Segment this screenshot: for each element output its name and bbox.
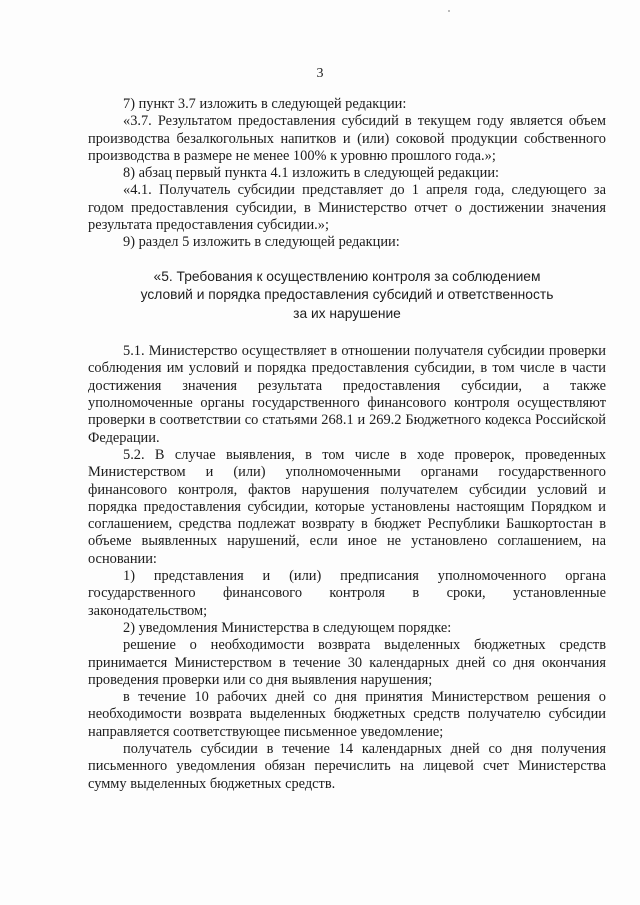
paragraph-clause-4-1: «4.1. Получатель субсидии представляет до 1 апреля года, следующего за годом предоставления субсидии, в Министерство отчет о достижении значения результата предоставления субсидии.»; bbox=[88, 182, 606, 234]
scan-speck bbox=[448, 10, 450, 12]
paragraph-decision: решение о необходимости возврата выделенных бюджетных средств принимается Министерством в течение 30 календарных дней со дня окончания проведения проверки или со дня выявления нарушения; bbox=[88, 637, 606, 688]
page-number: 3 bbox=[316, 66, 324, 81]
paragraph-item-9: 9) раздел 5 изложить в следующей редакции: bbox=[123, 234, 400, 251]
section-5-heading: «5. Требования к осуществлению контроля за соблюдением условий и порядка предоставления субсидий и ответственность за их нарушение bbox=[140, 268, 554, 321]
paragraph-5-2: 5.2. В случае выявления, в том числе в ходе проверок, проведенных Министерством и (или) уполномоченными органами государственного финансового контроля, фактов нарушения получателем субсидии условий и порядка предоставления субсидии, которые установлены настоящим Порядком и соглашением, средства подлежат возврату в бюджет Республики Башкортостан в объеме выявленных нарушений, если иное не установлено соглашением, на основании: bbox=[88, 446, 606, 567]
paragraph-item-7: 7) пункт 3.7 изложить в следующей редакции: bbox=[123, 96, 407, 112]
paragraph-item-8: 8) абзац первый пункта 4.1 изложить в следующей редакции: bbox=[123, 165, 500, 182]
paragraph-5-1: 5.1. Министерство осуществляет в отношении получателя субсидии проверки соблюдения им условий и порядка предоставления субсидии, в том числе в части достижения значения результата предоставления субсидии, а также уполномоченные органы государственного финансового контроля осуществляют проверки в соответствии со статьями 268.1 и 269.2 Бюджетного кодекса Российской Федерации. bbox=[88, 343, 606, 446]
paragraph-clause-3-7: «3.7. Результатом предоставления субсидий в текущем году является объем производства безалкогольных напитков и (или) соковой продукции собственного производства в размере не менее 100% к уровню прошлого года.»; bbox=[88, 113, 606, 164]
paragraph-transfer: получатель субсидии в течение 14 календарных дней со дня получения письменного уведомления обязан перечислить на лицевой счет Министерства сумму выделенных бюджетных средств. bbox=[88, 741, 606, 792]
paragraph-notification: в течение 10 рабочих дней со дня принятия Министерством решения о необходимости возврата выделенных бюджетных средств получателю субсидии направляется соответствующее письменное уведомление; bbox=[88, 689, 606, 740]
paragraph-5-2-sub-1: 1) представления и (или) предписания уполномоченного органа государственного финансового контроля в сроки, установленные законодательством; bbox=[88, 568, 606, 619]
document-body bbox=[88, 96, 606, 793]
paragraph-5-2-sub-2: 2) уведомления Министерства в следующем порядке: bbox=[123, 619, 452, 636]
